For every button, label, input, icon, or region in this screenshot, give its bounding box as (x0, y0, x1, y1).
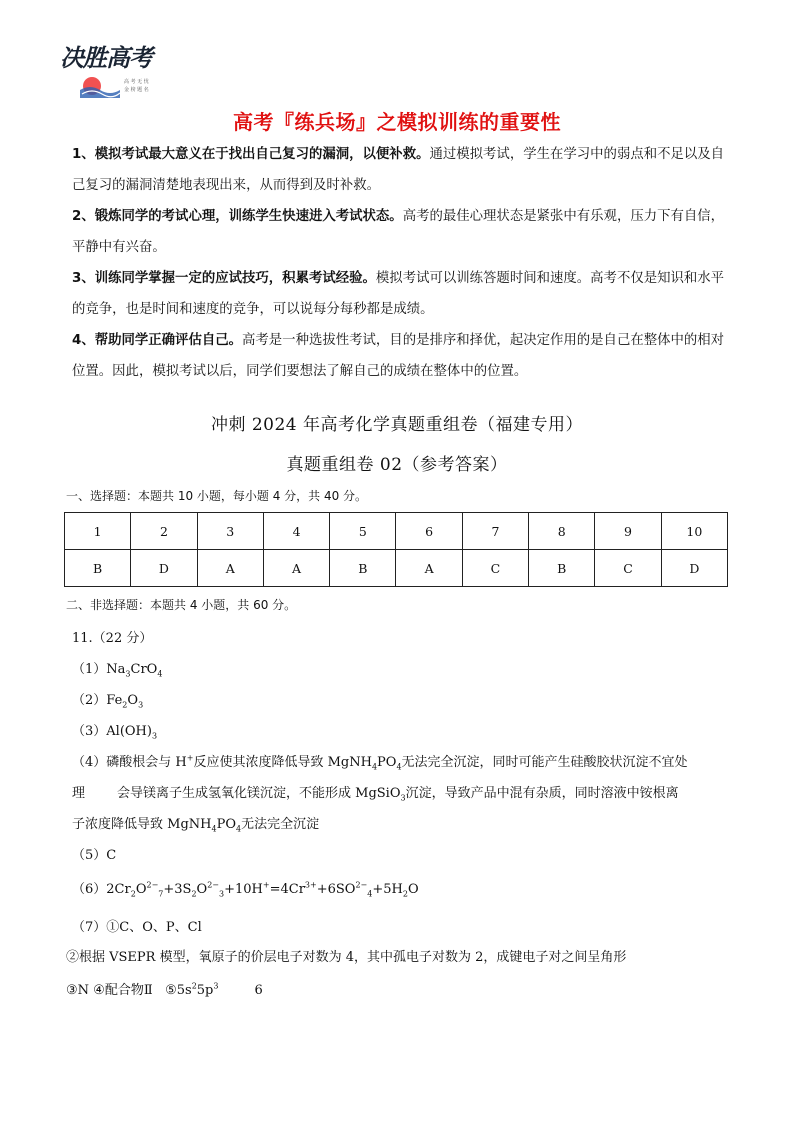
formula-superscript: + (262, 880, 270, 890)
answer-text: 沉淀，导致产品中混有杂质，同时溶液中铵根离 (405, 786, 679, 801)
question-number: 9 (595, 513, 661, 550)
formula-subscript: 4 (235, 824, 242, 834)
formula-part: =4Cr (269, 882, 305, 897)
answer-text: ④配合物Ⅱ (93, 983, 153, 998)
answer-text: 无法完全沉淀，同时可能产生硅酸胶状沉淀不宜处 (401, 755, 688, 770)
formula-subscript: 2 (191, 889, 197, 899)
banner-title: 高考『练兵场』之模拟训练的重要性 (233, 110, 561, 134)
formula-subscript: 3 (151, 731, 158, 741)
question-number: 6 (396, 513, 462, 550)
answer-11-1 (72, 658, 162, 679)
point-3-body: 模拟考试可以训练答题时间和速度。高考不仅是知识和水平的竞争，也是时间和速度的竞争，可以说每分每秒都是成绩。 (72, 271, 725, 317)
formula-subscript: 7 (158, 889, 164, 899)
answer-label: （4） (72, 755, 107, 770)
answer-table (64, 512, 728, 587)
question-number: 4 (263, 513, 329, 550)
doc-title: 冲刺 2024 年高考化学真题重组卷（福建专用） (210, 415, 584, 435)
point-2 (72, 201, 726, 263)
logo (58, 34, 173, 104)
point-2-body: 高考的最佳心理状态是紧张中有乐观，压力下有自信，平静中有兴奋。 (72, 209, 725, 255)
answer-cell: A (396, 550, 462, 587)
point-3 (72, 263, 726, 325)
formula-part: CrO (130, 662, 158, 677)
formula-superscript: 2 (191, 981, 197, 991)
formula-superscript: 2− (355, 880, 368, 890)
formula-part: Na (106, 662, 126, 677)
logo-text: 决胜高考 (60, 44, 152, 72)
answer-text: ①C、O、P、Cl (106, 920, 202, 935)
formula-subscript: 2 (402, 889, 408, 899)
answer-cell: A (263, 550, 329, 587)
answer-label: （5） (72, 848, 107, 863)
answer-label: （2） (72, 693, 107, 708)
answer-11-2 (72, 689, 143, 710)
point-1-body: 通过模拟考试，学生在学习中的弱点和不足以及自己复习的漏洞清楚地表现出来，从而得到及时补救。 (72, 147, 725, 193)
answer-11-7-2: ②根据 VSEPR 模型，氧原子的价层电子对数为 4，其中孤电子对数为 2，成键电子对之间呈角形 (66, 950, 627, 965)
answer-text: 理 (72, 786, 86, 801)
answer-cell: B (529, 550, 595, 587)
formula-subscript: 3 (138, 700, 144, 710)
formula-part: +3S (163, 882, 192, 897)
answer-table-answer-row (65, 550, 728, 587)
answer-text: 6 (254, 983, 263, 998)
answer-11-7-3 (66, 979, 263, 998)
question-number: 1 (65, 513, 131, 550)
formula-part: O (135, 882, 147, 897)
formula-subscript: 3 (400, 793, 406, 803)
point-1 (72, 139, 726, 201)
formula-subscript: 4 (157, 669, 163, 679)
answer-cell: C (462, 550, 528, 587)
logo-tagline-1: 高 考 无 忧 (124, 79, 149, 85)
answer-label: （6） (72, 882, 107, 897)
question-number: 3 (197, 513, 263, 550)
answer-11-6 (72, 878, 419, 899)
answer-cell: C (595, 550, 661, 587)
question-number: 5 (330, 513, 396, 550)
answer-text: ⑤5s (165, 983, 192, 998)
answer-label: （1） (72, 662, 107, 677)
formula-subscript: 2 (122, 700, 128, 710)
formula-superscript: 3+ (304, 880, 317, 890)
formula-superscript: + (186, 753, 194, 763)
answer-table-number-row (65, 513, 728, 550)
answer-cell: D (131, 550, 197, 587)
answer-11-4-line2 (72, 782, 679, 803)
formula-part: O (196, 882, 208, 897)
formula-subscript: 4 (371, 762, 378, 772)
answer-11-4-line1 (72, 751, 688, 772)
formula-subscript: 4 (211, 824, 217, 834)
question-11-heading: 11.（22 分） (72, 631, 153, 646)
section2-heading: 二、非选择题：本题共 4 小题，共 60 分。 (66, 598, 297, 612)
answer-text: 子浓度降低导致 MgNH (72, 817, 212, 832)
answer-cell: A (197, 550, 263, 587)
formula-part: O (127, 693, 139, 708)
logo-tagline-2: 金 榜 题 名 (124, 87, 149, 93)
answer-label: （3） (72, 724, 107, 739)
answer-text: 5p (196, 983, 214, 998)
point-4-body: 高考是一种选拔性考试，目的是排序和择优，起决定作用的是自己在整体中的相对位置。因此，模拟考试以后，同学们要想法了解自己的成绩在整体中的位置。 (72, 333, 725, 379)
formula-part: Al(OH) (106, 724, 152, 739)
answer-11-7 (72, 916, 202, 935)
answer-text: C (106, 848, 117, 863)
doc-subtitle: 真题重组卷 02（参考答案） (286, 455, 508, 475)
answer-text: PO (216, 817, 236, 832)
question-number: 8 (529, 513, 595, 550)
answer-text: 无法完全沉淀 (241, 817, 320, 832)
question-number: 10 (661, 513, 727, 550)
formula-subscript: 2 (130, 889, 136, 899)
point-4-head: 4、帮助同学正确评估自己。 (72, 333, 243, 348)
formula-part: +6SO (316, 882, 356, 897)
answer-label: （7） (72, 920, 107, 935)
answer-11-5 (72, 844, 116, 863)
formula-part: +5H (372, 882, 403, 897)
formula-subscript: 3 (219, 889, 225, 899)
formula-part: Fe (106, 693, 123, 708)
point-2-head: 2、锻炼同学的考试心理，训练学生快速进入考试状态。 (72, 209, 403, 224)
answer-cell: B (330, 550, 396, 587)
formula-part: +10H (224, 882, 263, 897)
formula-subscript: 3 (125, 669, 131, 679)
formula-part: 2Cr (106, 882, 131, 897)
point-3-head: 3、训练同学掌握一定的应试技巧，积累考试经验。 (72, 271, 376, 286)
formula-part: O (407, 882, 419, 897)
logo-emblem-icon (80, 74, 120, 98)
answer-text: ③N (66, 983, 90, 998)
question-number: 7 (462, 513, 528, 550)
point-4 (72, 325, 726, 387)
answer-cell: B (65, 550, 131, 587)
formula-subscript: 4 (396, 762, 402, 772)
answer-cell: D (661, 550, 727, 587)
formula-superscript: 3 (213, 981, 219, 991)
answer-11-3 (72, 720, 157, 741)
answer-11-4-line3 (72, 813, 319, 834)
answer-text: PO (377, 755, 397, 770)
answer-text: 反应使其浓度降低导致 MgNH (193, 755, 372, 770)
answer-text: 会导镁离子生成氢氧化镁沉淀，不能形成 MgSiO (117, 786, 401, 801)
answer-text: 磷酸根会与 H (106, 755, 187, 770)
formula-superscript: 2− (146, 880, 159, 890)
question-number: 2 (131, 513, 197, 550)
formula-subscript: 4 (367, 889, 373, 899)
section1-heading: 一、选择题：本题共 10 小题，每小题 4 分，共 40 分。 (66, 489, 368, 503)
point-1-head: 1、模拟考试最大意义在于找出自己复习的漏洞，以便补救。 (72, 147, 430, 162)
formula-superscript: 2− (207, 880, 220, 890)
